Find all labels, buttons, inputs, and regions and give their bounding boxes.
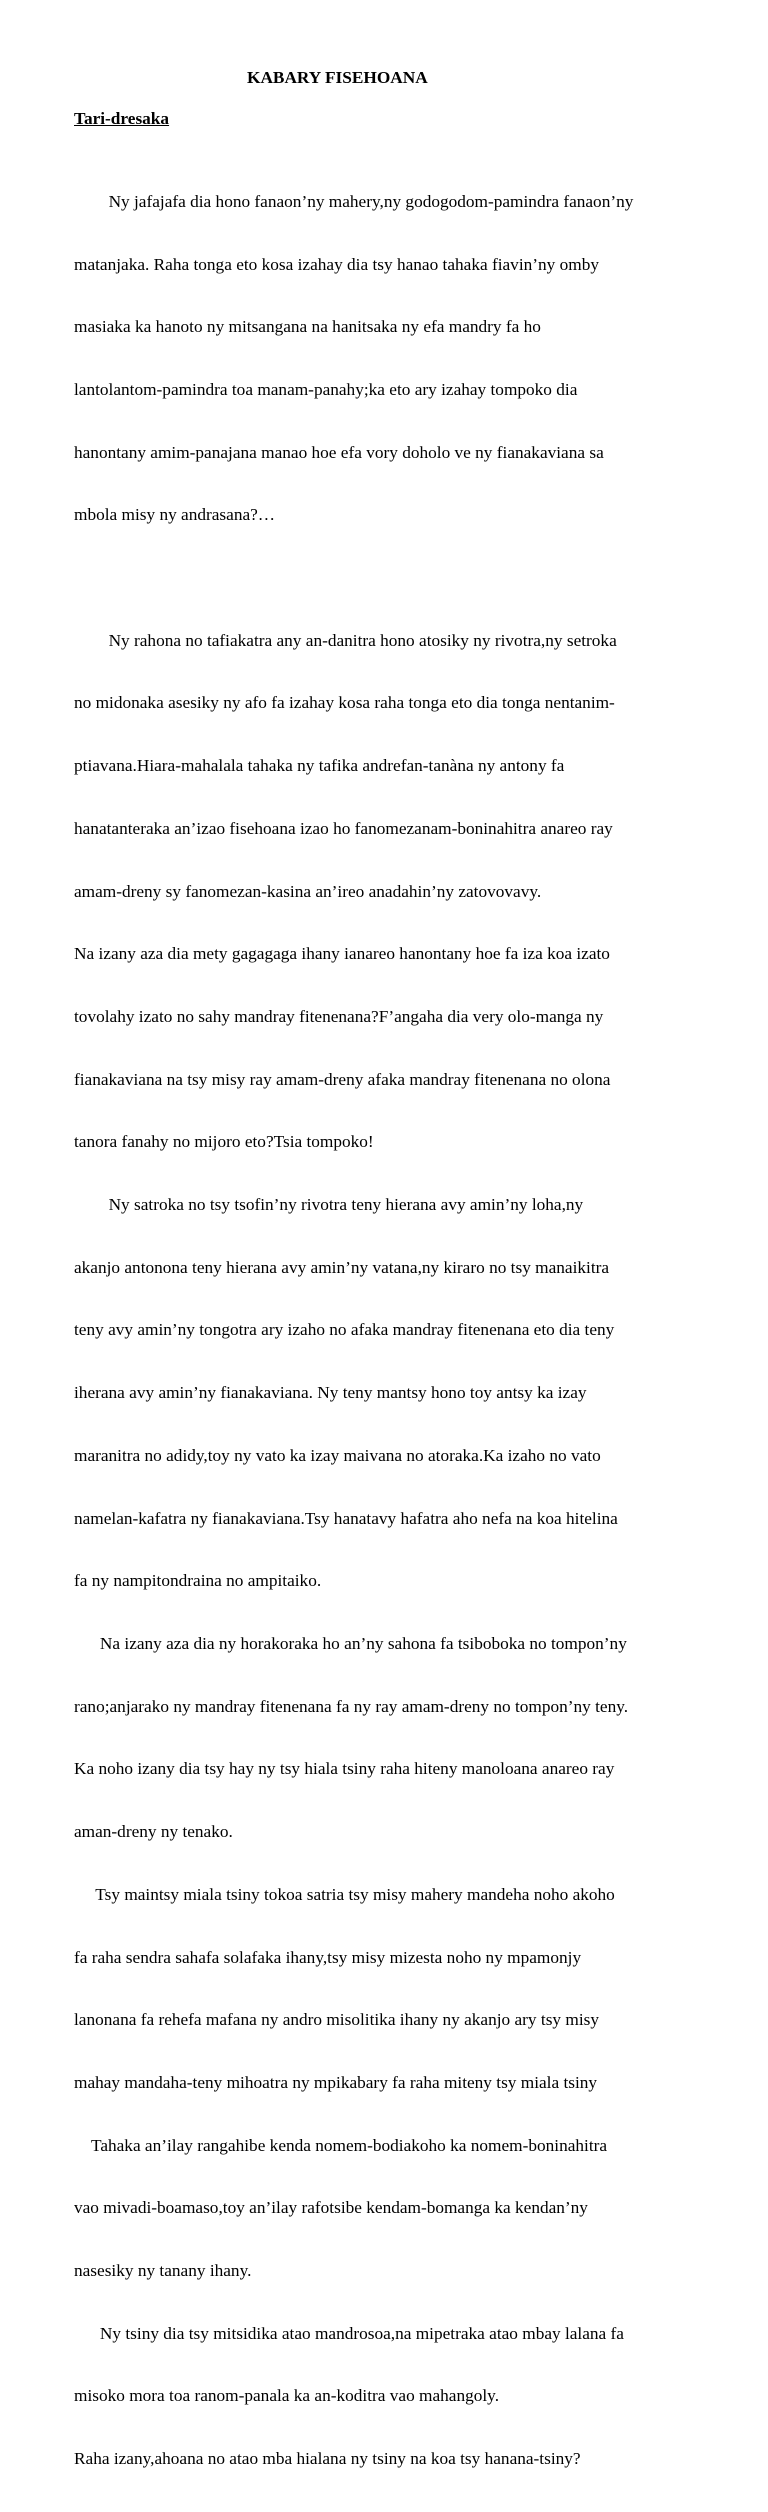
blank-line [74, 568, 714, 589]
text-line: iherana avy amin’ny fianakaviana. Ny teny mantsy hono toy antsy ka izay [74, 1383, 587, 1403]
text-line: Tsy maintsy miala tsiny tokoa satria tsy misy mahery mandeha noho akoho [74, 1884, 615, 1904]
text-line: teny avy amin’ny tongotra ary izaho no afaka mandray fitenenana eto dia teny [74, 1320, 615, 1340]
text-line: amam-dreny sy fanomezan-kasina an’ireo anadahin’ny zatovovavy. [74, 881, 542, 901]
text-line: misoko mora toa ranom-panala ka an-koditra vao mahangoly. [74, 2386, 500, 2406]
text-line: hanontany amim-panajana manao hoe efa vory doholo ve ny fianakaviana sa [74, 442, 604, 462]
text-line: mbola misy ny andrasana?… [74, 505, 276, 525]
text-line: fa ny nampitondraina no ampitaiko. [74, 1571, 322, 1591]
text-line: hanatanteraka an’izao fisehoana izao ho fanomezanam-boninahitra anareo ray [74, 818, 613, 838]
text-line: rano;anjarako ny mandray fitenenana fa ny ray amam-dreny no tompon’ny teny. [74, 1696, 629, 1716]
text-line: Na izany aza dia ny horakoraka ho an’ny sahona fa tsiboboka no tompon’ny [74, 1633, 627, 1653]
text-line: Ny jafajafa dia hono fanaon’ny mahery,ny godogodom-pamindra fanaon’ny [74, 191, 634, 211]
text-line: Ny satroka no tsy tsofin’ny rivotra teny hierana avy amin’ny loha,ny [74, 1195, 584, 1215]
text-line: lantolantom-pamindra toa manam-panahy;ka eto ary izahay tompoko dia [74, 379, 578, 399]
text-line: Ny rahona no tafiakatra any an-danitra hono atosiky ny rivotra,ny setroka [74, 630, 617, 650]
text-line: akanjo antonona teny hierana avy amin’ny vatana,ny kiraro no tsy manaikitra [74, 1257, 610, 1277]
text-line: aman-dreny ny tenako. [74, 1822, 233, 1842]
document-page [74, 68, 714, 2512]
text-line: fa raha sendra sahafa solafaka ihany,tsy misy mizesta noho ny mpamonjy [74, 1947, 582, 1967]
text-line: mahay mandaha-teny mihoatra ny mpikabary fa raha miteny tsy miala tsiny [74, 2072, 598, 2092]
text-line: ptiavana.Hiara-mahalala tahaka ny tafika andrefan-tanàna ny antony fa [74, 756, 565, 776]
text-line: namelan-kafatra ny fianakaviana.Tsy hanatavy hafatra aho nefa na koa hitelina [74, 1508, 618, 1528]
text-line: no midonaka asesiky ny afo fa izahay kosa raha tonga eto dia tonga nentanim- [74, 693, 615, 713]
text-line: nasesiky ny tanany ihany. [74, 2261, 252, 2281]
text-line: Na izany aza dia mety gagagaga ihany ianareo hanontany hoe fa iza koa izato [74, 944, 610, 964]
document-title: KABARY FISEHOANA [247, 68, 428, 87]
text-line: Ka noho izany dia tsy hay ny tsy hiala tsiny raha hiteny manoloana anareo ray [74, 1759, 615, 1779]
text-line: fianakaviana na tsy misy ray amam-dreny afaka mandray fitenenana no olona [74, 1069, 611, 1089]
text-line: Tahaka an’ilay rangahibe kenda nomem-bodiakoho ka nomem-boninahitra [74, 2135, 608, 2155]
text-line: maranitra no adidy,toy ny vato ka izay maivana no atoraka.Ka izaho no vato [74, 1445, 601, 1465]
body-text [74, 150, 714, 2512]
text-line: tanora fanahy no mijoro eto?Tsia tompoko! [74, 1132, 374, 1152]
text-line: vao mivadi-boamaso,toy an’ilay rafotsibe kendam-bomanga ka kendan’ny [74, 2198, 588, 2218]
section-heading: Tari-dresaka [74, 109, 170, 128]
text-line: tovolahy izato no sahy mandray fitenenana?F’angaha dia very olo-manga ny [74, 1006, 604, 1026]
text-line: Ny tsiny dia tsy mitsidika atao mandrosoa,na mipetraka atao mbay lalana fa [74, 2323, 624, 2343]
text-line: Raha izany,ahoana no atao mba hialana ny tsiny na koa tsy hanana-tsiny? [74, 2449, 581, 2469]
text-line: lanonana fa rehefa mafana ny andro misolitika ihany ny akanjo ary tsy misy [74, 2010, 599, 2030]
text-line: masiaka ka hanoto ny mitsangana na hanitsaka ny efa mandry fa ho [74, 317, 541, 337]
text-line: matanjaka. Raha tonga eto kosa izahay dia tsy hanao tahaka fiavin’ny omby [74, 254, 599, 274]
